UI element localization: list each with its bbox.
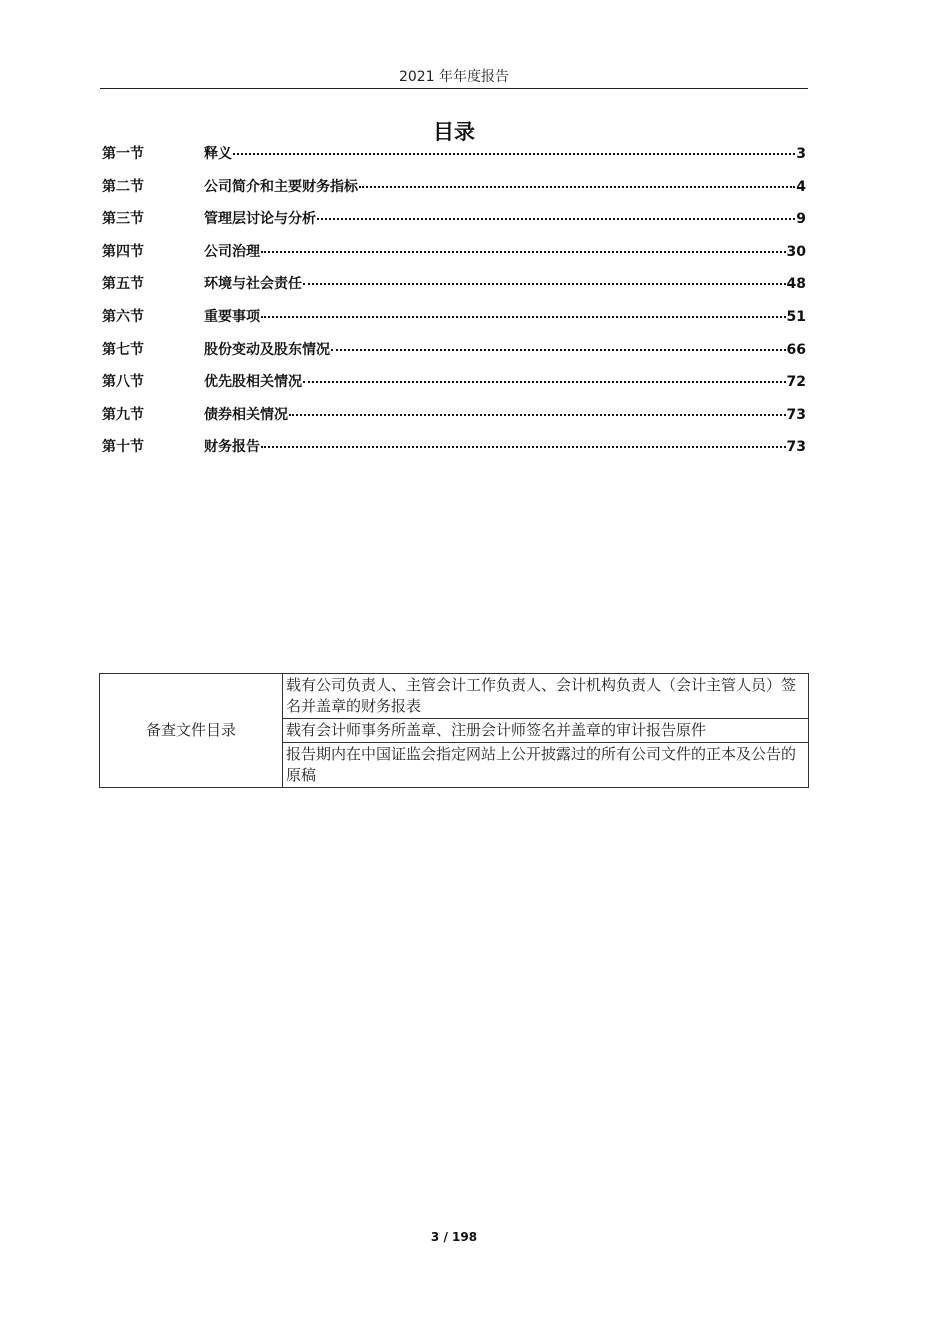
toc-page-number: 73 [786,406,806,423]
report-header-title: 2021 年年度报告 [398,69,510,85]
toc-section-number: 第三节 [102,211,144,228]
reference-document-item: 载有会计师事务所盖章、注册会计师签名并盖章的审计报告原件 [283,719,809,743]
toc-page-number: 4 [796,178,806,195]
toc-dot-leader [261,316,786,318]
toc-section-name: 释义 [204,146,232,162]
toc-section-name: 债券相关情况 [204,406,288,423]
toc-section-name: 优先股相关情况 [204,374,302,391]
toc-section-name: 公司简介和主要财务指标 [204,178,358,195]
reference-document-item: 报告期内在中国证监会指定网站上公开披露过的所有公司文件的正本及公告的原稿 [283,743,809,788]
toc-page-number: 48 [786,276,806,293]
toc-dot-leader [303,283,786,285]
toc-entry[interactable] [100,339,808,372]
toc-entry[interactable] [100,404,808,437]
toc-dot-leader [261,446,786,448]
toc-page-number: 9 [796,211,806,228]
toc-section-number: 第四节 [102,243,144,260]
toc-entry[interactable] [100,371,808,404]
toc-entry[interactable] [100,208,808,241]
toc-page-number: 30 [786,243,806,260]
toc-section-name: 重要事项 [204,308,260,325]
toc-dot-leader [289,414,786,416]
toc-section-number: 第六节 [102,308,144,325]
toc-section-name: 环境与社会责任 [204,276,302,293]
table-of-contents [100,143,808,469]
toc-section-number: 第八节 [102,374,144,391]
toc-dot-leader [261,251,786,253]
toc-entry[interactable] [100,436,808,469]
toc-entry[interactable] [100,241,808,274]
toc-page-number: 72 [786,374,806,391]
toc-dot-leader [317,218,795,220]
page-indicator: 3 / 198 [430,1230,478,1244]
toc-page-number: 3 [796,146,806,162]
toc-page-number: 51 [786,308,806,325]
toc-dot-leader [303,381,786,383]
toc-page-number: 66 [786,341,806,358]
toc-entry[interactable] [100,143,808,176]
toc-section-number: 第五节 [102,276,144,293]
toc-section-number: 第二节 [102,178,144,195]
toc-title: 目录 [433,120,475,144]
toc-section-name: 财务报告 [204,439,260,456]
reference-document-item: 载有公司负责人、主管会计工作负责人、会计机构负责人（会计主管人员）签名并盖章的财务报表 [283,674,809,719]
toc-page-number: 73 [786,439,806,456]
toc-section-number: 第十节 [102,439,144,456]
toc-dot-leader [233,153,795,155]
toc-dot-leader [331,349,786,351]
table-row [100,674,809,719]
reference-documents-label: 备查文件目录 [100,674,283,788]
toc-section-number: 第七节 [102,341,144,358]
toc-section-name: 管理层讨论与分析 [204,211,316,228]
toc-entry[interactable] [100,306,808,339]
toc-section-name: 股份变动及股东情况 [204,341,330,358]
toc-section-number: 第一节 [102,146,144,162]
toc-dot-leader [359,186,795,188]
reference-documents-table [99,673,809,788]
toc-section-name: 公司治理 [204,243,260,260]
header-divider [100,88,808,89]
toc-entry[interactable] [100,176,808,209]
toc-section-number: 第九节 [102,406,144,423]
toc-entry[interactable] [100,273,808,306]
